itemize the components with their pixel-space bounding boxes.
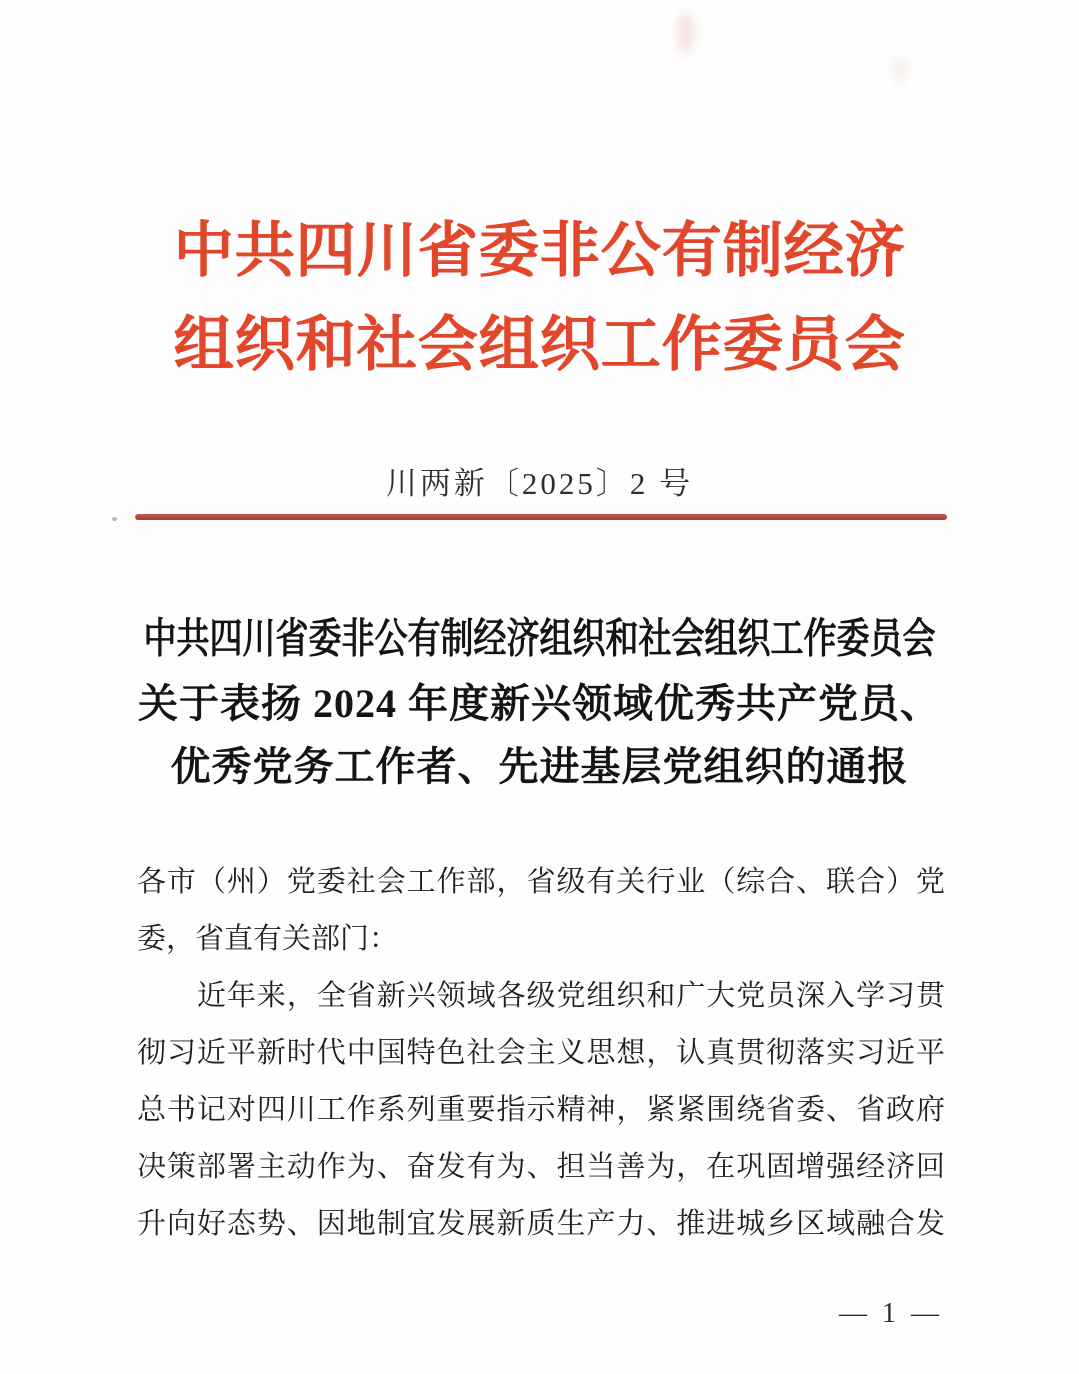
notice-title-line1: 中共四川省委非公有制经济组织和社会组织工作委员会 xyxy=(143,617,936,663)
notice-title xyxy=(0,609,1079,798)
scan-smudge xyxy=(678,12,694,54)
scan-smudge xyxy=(893,58,907,84)
scan-speck xyxy=(112,517,117,521)
salutation-line: 委，省直有关部门： xyxy=(137,923,399,955)
paragraph-line: 彻习近平新时代中国特色社会主义思想，认真贯彻落实习近平 xyxy=(137,1037,945,1069)
paragraph-line: 总书记对四川工作系列重要指示精神，紧紧围绕省委、省政府 xyxy=(137,1094,945,1126)
paragraph-line: 决策部署主动作为、奋发有为、担当善为，在巩固增强经济回 xyxy=(137,1151,945,1183)
letterhead-title-line1: 中共四川省委非公有制经济 xyxy=(173,218,906,284)
letterhead xyxy=(0,204,1079,392)
salutation-line: 各市（州）党委社会工作部，省级有关行业（综合、联合）党 xyxy=(137,866,945,898)
paragraph-line: 近年来，全省新兴领域各级党组织和广大党员深入学习贯 xyxy=(197,980,945,1012)
notice-title-line3: 优秀党务工作者、先进基层党组织的通报 xyxy=(170,744,909,789)
letterhead-title-line2: 组织和社会组织工作委员会 xyxy=(173,312,906,378)
red-divider-line xyxy=(135,514,947,520)
document-number: 川两新〔2025〕2 号 xyxy=(385,466,694,501)
body-text xyxy=(137,854,945,1253)
paragraph-line: 升向好态势、因地制宜发展新质生产力、推进城乡区域融合发 xyxy=(137,1208,945,1240)
notice-title-line2: 关于表扬 2024 年度新兴领域优秀共产党员、 xyxy=(138,681,941,726)
page-number: — 1 — xyxy=(839,1298,943,1329)
